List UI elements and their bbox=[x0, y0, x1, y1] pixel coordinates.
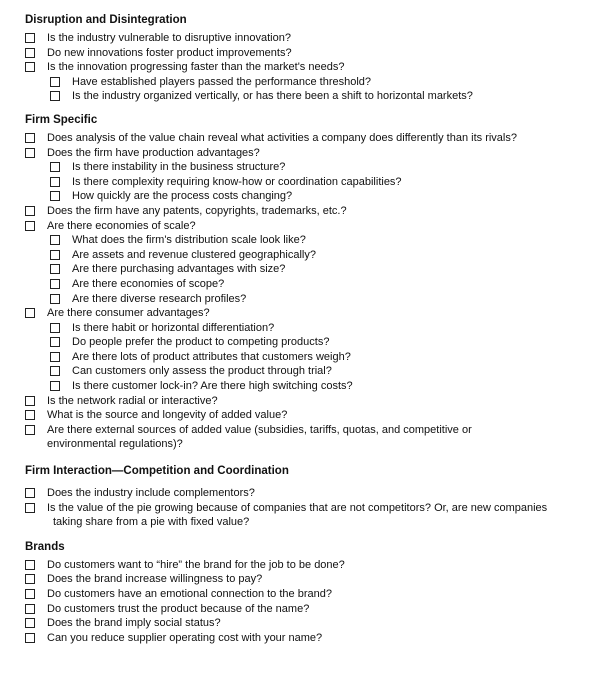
checkbox[interactable] bbox=[25, 410, 35, 420]
checklist-subitem[interactable] bbox=[50, 292, 595, 307]
checkbox[interactable] bbox=[25, 33, 35, 43]
checklist-item[interactable] bbox=[25, 587, 595, 602]
checkbox[interactable] bbox=[25, 148, 35, 158]
checklist-item-label: Are there external sources of added value (subsidies, tariffs, quotas, and competitive or bbox=[47, 423, 472, 436]
checklist-item-label: Do new innovations foster product improvements? bbox=[47, 46, 292, 59]
checkbox[interactable] bbox=[50, 352, 60, 362]
checklist-item[interactable] bbox=[25, 616, 595, 631]
checkbox[interactable] bbox=[25, 503, 35, 513]
checklist-item[interactable] bbox=[25, 131, 595, 146]
checklist-item[interactable] bbox=[25, 602, 595, 617]
checklist-item-label: Are there economies of scale? bbox=[47, 219, 196, 232]
checkbox[interactable] bbox=[25, 589, 35, 599]
checklist-item-label: What is the source and longevity of added value? bbox=[47, 409, 288, 422]
checklist-item-label: Is the industry vulnerable to disruptive innovation? bbox=[47, 32, 291, 44]
checklist-item[interactable] bbox=[25, 486, 595, 501]
checkbox[interactable] bbox=[50, 366, 60, 376]
checklist-item-label-continued: environmental regulations)? bbox=[47, 438, 183, 451]
checkbox[interactable] bbox=[50, 77, 60, 87]
checklist-section bbox=[25, 540, 595, 646]
checklist-item[interactable] bbox=[25, 46, 595, 61]
checkbox[interactable] bbox=[25, 618, 35, 628]
checklist-item[interactable] bbox=[25, 501, 595, 530]
checklist-item-label: What does the firm's distribution scale look like? bbox=[72, 234, 306, 247]
checkbox[interactable] bbox=[50, 91, 60, 101]
checklist-item[interactable] bbox=[25, 558, 595, 573]
checkbox[interactable] bbox=[50, 279, 60, 289]
checkbox[interactable] bbox=[25, 221, 35, 231]
checkbox[interactable] bbox=[25, 62, 35, 72]
checkbox[interactable] bbox=[50, 250, 60, 260]
checkbox[interactable] bbox=[50, 323, 60, 333]
checklist-item-label: Does the industry include complementors? bbox=[47, 487, 255, 500]
checkbox[interactable] bbox=[50, 337, 60, 347]
checklist-subitem[interactable] bbox=[50, 321, 595, 336]
checklist-item[interactable] bbox=[25, 306, 595, 321]
checklist-subitem[interactable] bbox=[50, 75, 595, 90]
checklist-subitem[interactable] bbox=[50, 233, 595, 248]
checklist-subitem[interactable] bbox=[50, 379, 595, 394]
section-heading: Brands bbox=[25, 540, 65, 553]
checkbox[interactable] bbox=[25, 133, 35, 143]
checklist-item-label: Does the brand increase willingness to pay? bbox=[47, 573, 263, 586]
checklist-item-label: How quickly are the process costs changing? bbox=[72, 190, 293, 203]
checklist-subitem[interactable] bbox=[50, 350, 595, 365]
checklist-item-label: Do people prefer the product to competing products? bbox=[72, 336, 330, 349]
checkbox[interactable] bbox=[25, 574, 35, 584]
checkbox[interactable] bbox=[25, 425, 35, 435]
checklist-item-label: Do customers have an emotional connection to the brand? bbox=[47, 588, 332, 600]
checklist-item-label: Are there purchasing advantages with size? bbox=[72, 263, 286, 276]
checklist-item-label: Is there habit or horizontal differentiation? bbox=[72, 321, 275, 334]
checklist-item-label: Does analysis of the value chain reveal what activities a company does differently than its rivals? bbox=[47, 131, 517, 144]
checklist-item-label: Is the network radial or interactive? bbox=[47, 394, 218, 407]
checklist-item[interactable] bbox=[25, 60, 595, 75]
checklist-item-label: Is there customer lock-in? Are there high switching costs? bbox=[72, 380, 353, 393]
checklist-section bbox=[25, 113, 595, 452]
checkbox[interactable] bbox=[25, 396, 35, 406]
checklist-subitem[interactable] bbox=[50, 262, 595, 277]
checklist-item-label: Are there lots of product attributes that customers weigh? bbox=[72, 350, 351, 363]
checklist-item-label: Is there complexity requiring know-how or coordination capabilities? bbox=[72, 175, 402, 188]
checklist-item[interactable] bbox=[25, 572, 595, 587]
section-heading: Firm Interaction—Competition and Coordination bbox=[25, 465, 289, 478]
checklist-item-label: Is the industry organized vertically, or has there been a shift to horizontal markets? bbox=[72, 90, 473, 103]
checklist-item-label: Does the firm have any patents, copyrights, trademarks, etc.? bbox=[47, 204, 347, 217]
checklist-section bbox=[25, 13, 595, 104]
checkbox[interactable] bbox=[50, 162, 60, 172]
checklist-subitem[interactable] bbox=[50, 160, 595, 175]
checklist-subitem[interactable] bbox=[50, 89, 595, 104]
checklist-item-label: Have established players passed the performance threshold? bbox=[72, 75, 372, 88]
checklist-item-label: Does the firm have production advantages? bbox=[47, 146, 260, 159]
checklist-subitem[interactable] bbox=[50, 277, 595, 292]
checkbox[interactable] bbox=[25, 633, 35, 643]
checkbox[interactable] bbox=[25, 308, 35, 318]
checklist-item-label-continued: taking share from a pie with fixed value? bbox=[53, 516, 250, 529]
checklist-item-label: Can you reduce supplier operating cost with your name? bbox=[47, 631, 323, 644]
checklist-item[interactable] bbox=[25, 631, 595, 646]
checkbox[interactable] bbox=[25, 488, 35, 498]
checklist-item[interactable] bbox=[25, 423, 595, 452]
checkbox[interactable] bbox=[50, 177, 60, 187]
checkbox[interactable] bbox=[25, 206, 35, 216]
checkbox[interactable] bbox=[50, 294, 60, 304]
checklist-subitem[interactable] bbox=[50, 335, 595, 350]
checklist-item[interactable] bbox=[25, 219, 595, 234]
checklist-subitem[interactable] bbox=[50, 364, 595, 379]
checklist-item-label: Are assets and revenue clustered geographically? bbox=[72, 248, 316, 261]
checklist-page bbox=[25, 13, 595, 645]
checkbox[interactable] bbox=[25, 48, 35, 58]
checklist-item[interactable] bbox=[25, 394, 595, 409]
checklist-item-label: Is the value of the pie growing because of companies that are not competitors? Or, are new companies bbox=[47, 501, 548, 514]
checklist-subitem[interactable] bbox=[50, 189, 595, 204]
checklist-item-label: Are there consumer advantages? bbox=[47, 307, 210, 320]
checkbox[interactable] bbox=[50, 264, 60, 274]
checkbox[interactable] bbox=[50, 381, 60, 391]
checklist-item-label: Is there instability in the business structure? bbox=[72, 161, 286, 174]
checklist-subitem[interactable] bbox=[50, 248, 595, 263]
checklist-item-label: Does the brand imply social status? bbox=[47, 617, 221, 630]
checklist-item-label: Can customers only assess the product through trial? bbox=[72, 365, 332, 378]
checkbox[interactable] bbox=[50, 235, 60, 245]
checklist-item[interactable] bbox=[25, 204, 595, 219]
checklist-section bbox=[25, 464, 595, 530]
checklist-item[interactable] bbox=[25, 408, 595, 423]
checklist-item-label: Are there diverse research profiles? bbox=[72, 292, 247, 305]
checklist-item-label: Is the innovation progressing faster than the market's needs? bbox=[47, 61, 345, 74]
checkbox[interactable] bbox=[25, 604, 35, 614]
checklist-item[interactable] bbox=[25, 31, 595, 46]
section-heading: Disruption and Disintegration bbox=[25, 14, 187, 26]
checklist-item-label: Do customers want to “hire” the brand for the job to be done? bbox=[47, 558, 345, 571]
checkbox[interactable] bbox=[50, 191, 60, 201]
checklist-item-label: Do customers trust the product because of the name? bbox=[47, 602, 310, 615]
checklist-item-label: Are there economies of scope? bbox=[72, 277, 225, 290]
checklist-item[interactable] bbox=[25, 146, 595, 161]
checklist-subitem[interactable] bbox=[50, 175, 595, 190]
section-heading: Firm Specific bbox=[25, 113, 98, 126]
checkbox[interactable] bbox=[25, 560, 35, 570]
